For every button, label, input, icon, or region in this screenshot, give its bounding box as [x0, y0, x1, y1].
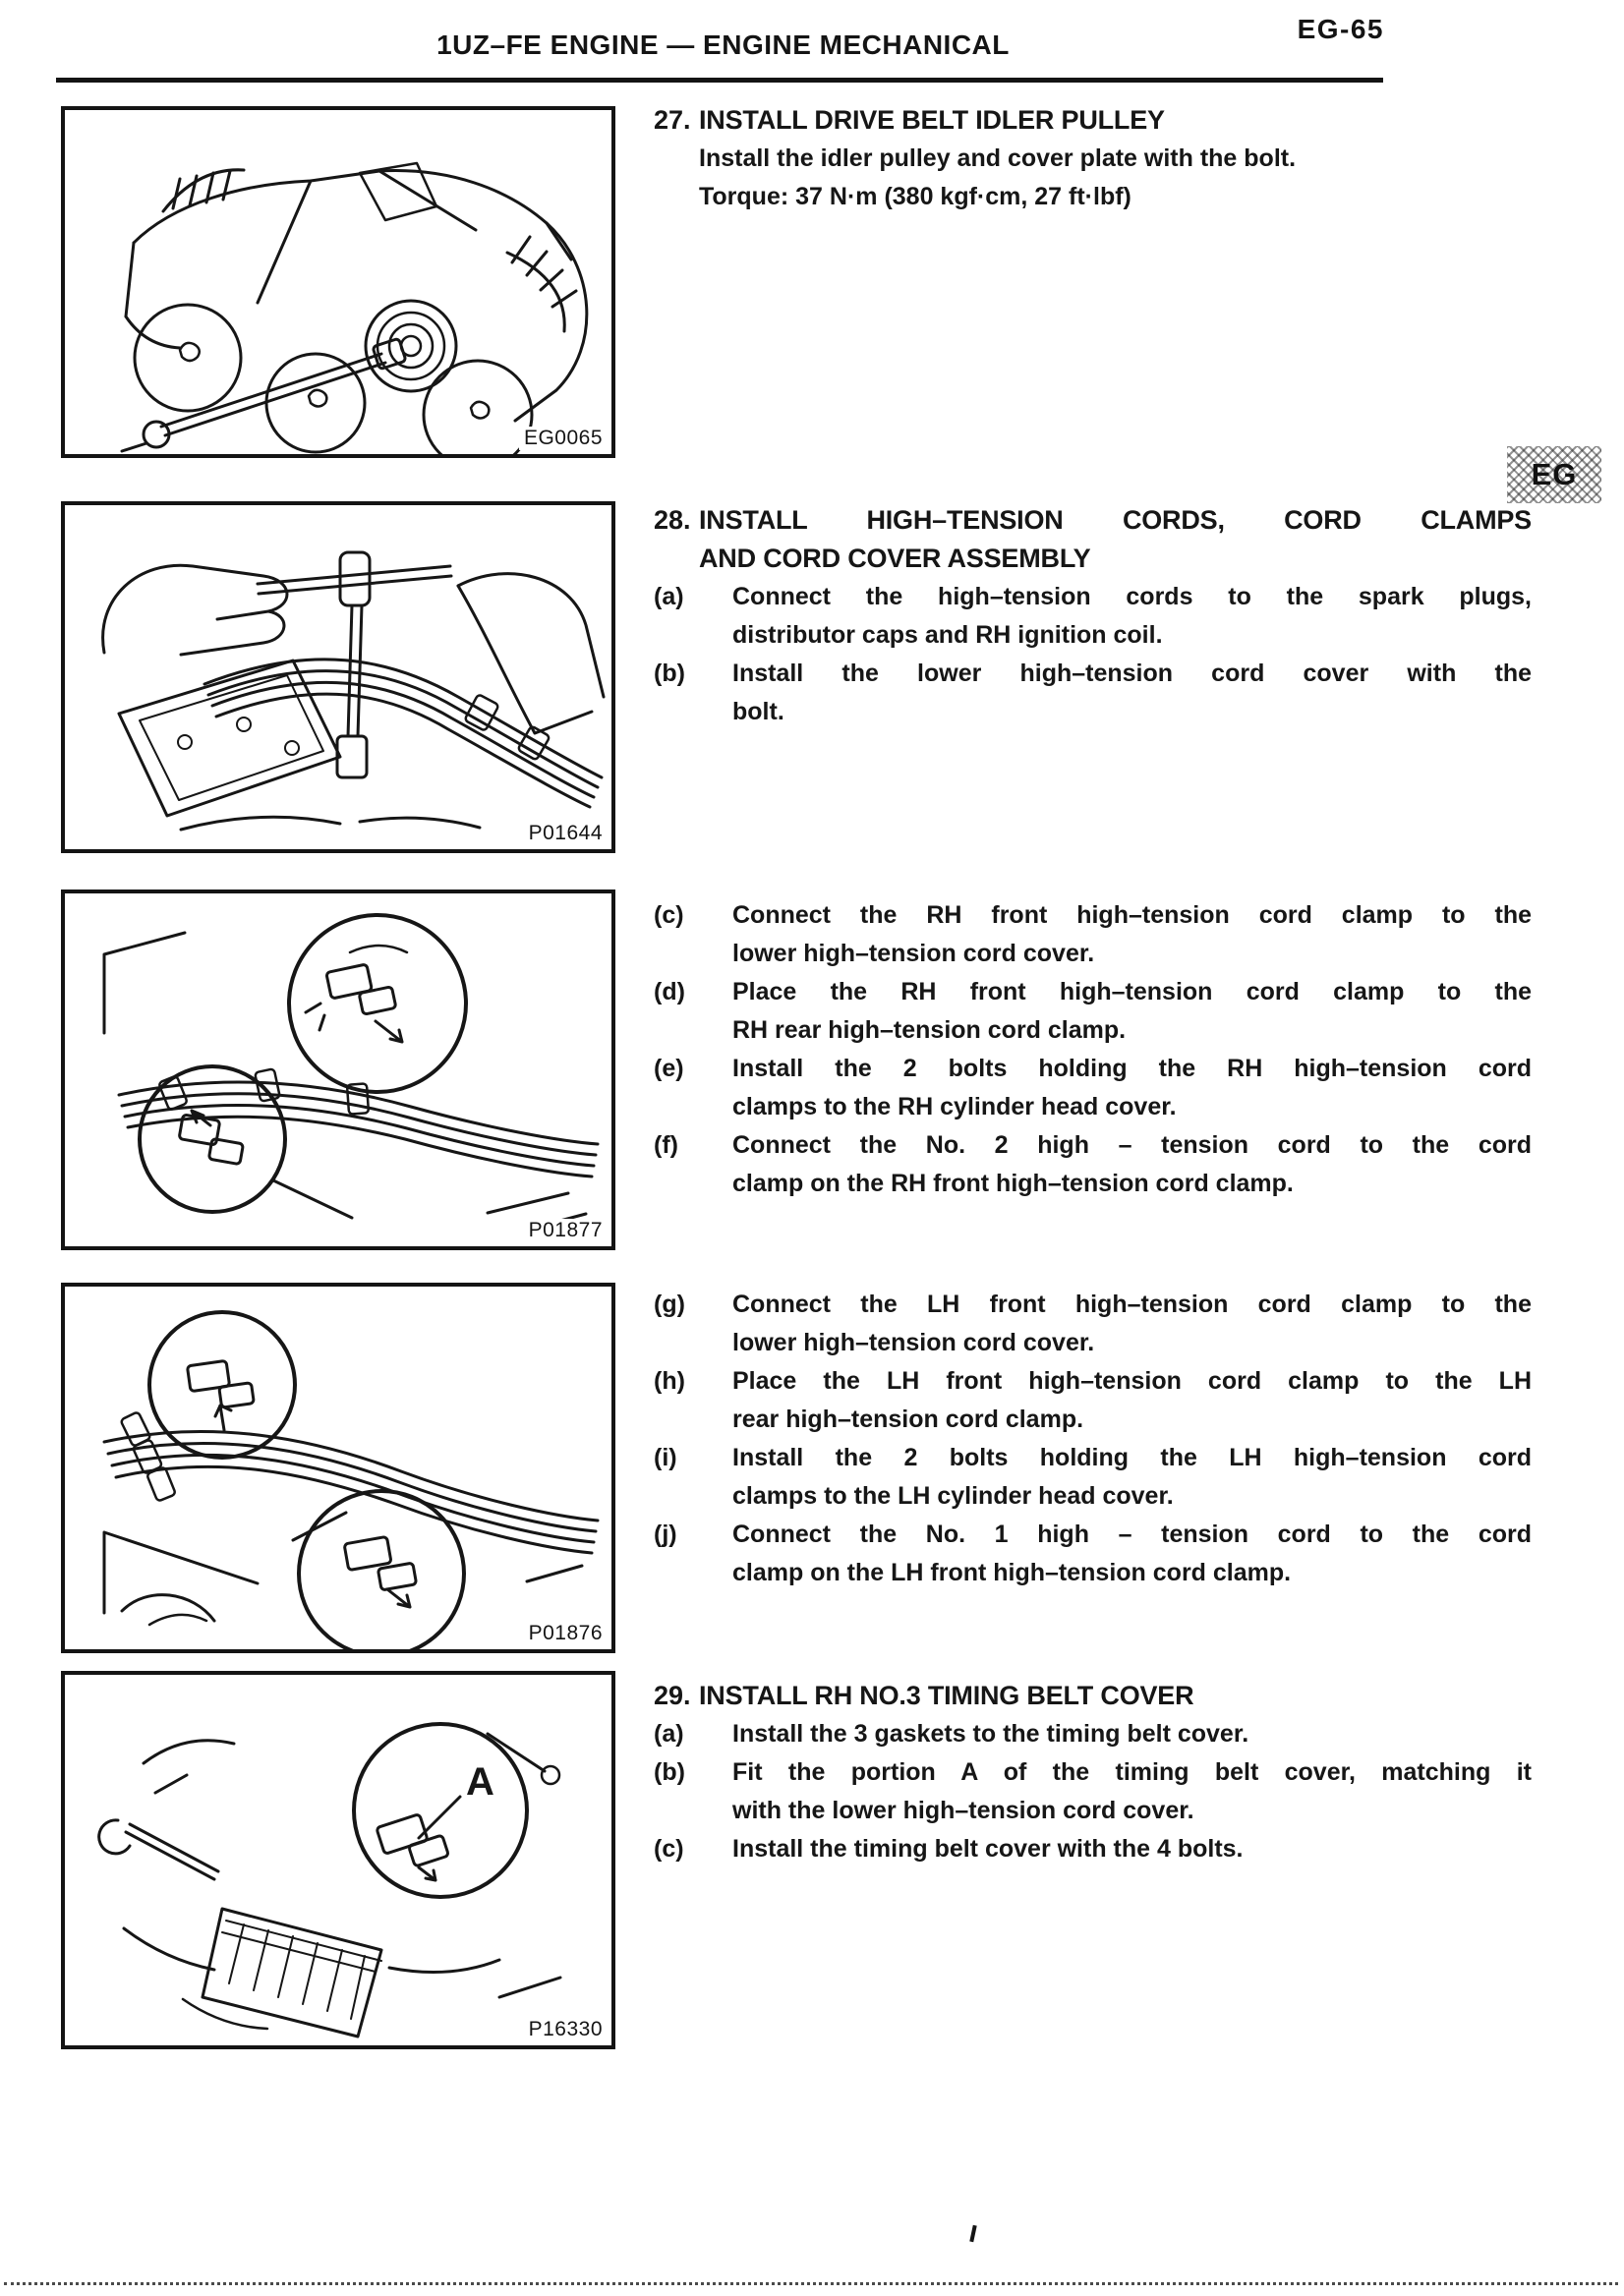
step-text: Fit the portion A of the timing belt cover, matching it with the lower high–tension cord cover.: [732, 1758, 1532, 1824]
step-text: Connect the No. 2 high – tension cord to the cord clamp on the RH front high–tension cord clamp.: [732, 1131, 1532, 1197]
figure-high-tension-cords: [61, 501, 615, 853]
step-item-j: [654, 1516, 1532, 1592]
step-item-b: [654, 1753, 1532, 1830]
figure-rh-cord-clamps: [61, 890, 615, 1250]
figure-rh-cord-clamps-illustration: [65, 893, 611, 1246]
scan-mark: [969, 2225, 976, 2242]
step-text: Connect the No. 1 high – tension cord to the cord clamp on the LH front high–tension cord clamp.: [732, 1521, 1532, 1586]
section-29: [654, 1677, 1532, 1868]
section-tab-eg: EG: [1507, 446, 1601, 503]
step-item-c: [654, 1830, 1532, 1868]
step-label: (a): [654, 583, 684, 610]
step-item-d: [654, 973, 1532, 1050]
section-28: [654, 501, 1532, 731]
section-number: 28.: [654, 505, 691, 535]
step-text: Install the timing belt cover with the 4 bolts.: [732, 1835, 1244, 1863]
bottom-scan-dotted-line: [4, 2282, 1618, 2285]
figure-timing-belt-cover-illustration: [65, 1675, 611, 2045]
step-text: Install the lower high–tension cord cover with the bolt.: [732, 660, 1532, 725]
step-item-e: [654, 1050, 1532, 1126]
step-text: Place the LH front high–tension cord clamp to the LH rear high–tension cord clamp.: [732, 1367, 1532, 1433]
step-label: (f): [654, 1131, 678, 1159]
step-label: (e): [654, 1055, 684, 1082]
figure-code: P01876: [524, 1622, 603, 1645]
header-rule: [56, 78, 1383, 83]
step-text: Install the 2 bolts holding the RH high–tension cord clamps to the RH cylinder head cover.: [732, 1055, 1532, 1120]
callout-a-label: A: [466, 1760, 494, 1804]
figure-high-tension-cords-illustration: [65, 505, 611, 849]
step-text: Install the 3 gaskets to the timing belt cover.: [732, 1720, 1249, 1748]
section-28-items-c-f: [654, 896, 1532, 1203]
section-27: [654, 101, 1532, 216]
step-item-f: [654, 1126, 1532, 1203]
step-label: (h): [654, 1367, 685, 1395]
step-label: (c): [654, 901, 684, 929]
figure-code: P01644: [524, 822, 603, 845]
step-item-a: [654, 1715, 1532, 1753]
section-heading: INSTALL HIGH–TENSION CORDS, CORD CLAMPS AND CORD COVER ASSEMBLY: [699, 505, 1532, 573]
step-label: (j): [654, 1521, 677, 1548]
step-text: Install the 2 bolts holding the LH high–tension cord clamps to the LH cylinder head cover.: [732, 1444, 1532, 1510]
section-heading: INSTALL RH NO.3 TIMING BELT COVER: [699, 1681, 1194, 1710]
step-text: Connect the high–tension cords to the spark plugs, distributor caps and RH ignition coil.: [732, 583, 1532, 649]
page-title: 1UZ–FE ENGINE — ENGINE MECHANICAL: [436, 29, 1010, 60]
step-label: (d): [654, 978, 685, 1005]
step-text: Connect the LH front high–tension cord clamp to the lower high–tension cord cover.: [732, 1291, 1532, 1356]
figure-lh-cord-clamps: [61, 1283, 615, 1653]
section-number: 27.: [654, 105, 691, 135]
figure-idler-pulley-illustration: [65, 110, 611, 454]
section-28-items-g-j: [654, 1286, 1532, 1592]
step-item-c: [654, 896, 1532, 973]
step-item-i: [654, 1439, 1532, 1516]
page-number: EG-65: [1297, 14, 1384, 44]
step-label: (b): [654, 660, 685, 687]
step-item-h: [654, 1362, 1532, 1439]
figure-lh-cord-clamps-illustration: [65, 1287, 611, 1649]
step-text: Place the RH front high–tension cord clamp to the RH rear high–tension cord clamp.: [732, 978, 1532, 1044]
figure-timing-belt-cover: [61, 1671, 615, 2049]
step-label: (c): [654, 1835, 684, 1863]
step-label: (a): [654, 1720, 684, 1748]
step-item-b: [654, 655, 1532, 731]
torque-spec: Torque: 37 N·m (380 kgf·cm, 27 ft·lbf): [699, 183, 1131, 210]
step-text: Connect the RH front high–tension cord clamp to the lower high–tension cord cover.: [732, 901, 1532, 967]
section-heading: INSTALL DRIVE BELT IDLER PULLEY: [699, 105, 1165, 135]
figure-idler-pulley: [61, 106, 615, 458]
section-number: 29.: [654, 1681, 691, 1710]
step-item-a: [654, 578, 1532, 655]
figure-code: P01877: [524, 1219, 603, 1242]
figure-code: P16330: [524, 2018, 603, 2041]
figure-code: EG0065: [519, 427, 603, 450]
step-item-g: [654, 1286, 1532, 1362]
section-body: Install the idler pulley and cover plate with the bolt.: [699, 144, 1297, 172]
step-label: (i): [654, 1444, 677, 1471]
step-label: (g): [654, 1291, 685, 1318]
step-label: (b): [654, 1758, 685, 1786]
